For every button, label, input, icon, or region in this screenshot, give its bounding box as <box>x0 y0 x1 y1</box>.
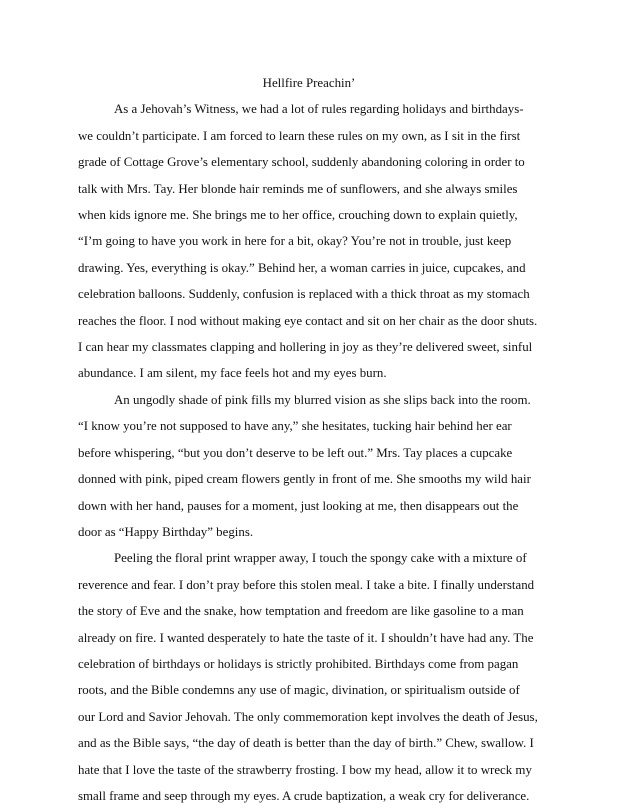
paragraph-3: Peeling the floral print wrapper away, I touch the spongy cake with a mixture of reverence and fear. I don’t pray before this stolen meal. I take a bite. I finally understand the story of Eve and the snake, how temptation and freedom are like gasoline to a man already on fire. I wanted desperately to hate the taste of it. I shouldn’t have had any. The celebration of birthdays or holidays is strictly prohibited. Birthdays come from pagan roots, and the Bible condemns any use of magic, divination, or spiritualism outside of our Lord and Savior Jehovah. The only commemoration kept involves the death of Jesus, and as the Bible says, “the day of death is better than the day of birth.” Chew, swallow. I hate that I love the taste of the strawberry frosting. I bow my head, allow it to wreck my small frame and seep through my eyes. A crude baptization, a weak cry for deliverance. <box>78 551 538 803</box>
document-title: Hellfire Preachin’ <box>262 76 356 90</box>
document-body <box>78 70 540 809</box>
paragraph-1: As a Jehovah’s Witness, we had a lot of rules regarding holidays and birthdays- we couldn’t participate. I am forced to learn these rules on my own, as I sit in the first grade of Cottage Grove’s elementary school, suddenly abandoning coloring in order to talk with Mrs. Tay. Her blonde hair reminds me of sunflowers, and she always smiles when kids ignore me. She brings me to her office, crouching down to explain quietly, “I’m going to have you work in here for a bit, okay? You’re not in trouble, just keep drawing. Yes, everything is okay.” Behind her, a woman carries in juice, cupcakes, and celebration balloons. Suddenly, confusion is replaced with a thick throat as my stomach reaches the floor. I nod without making eye contact and sit on her chair as the door shuts. I can hear my classmates clapping and hollering in joy as they’re delivered sweet, sinful abundance. I am silent, my face feels hot and my eyes burn. <box>78 102 538 381</box>
paragraph-2: An ungodly shade of pink fills my blurred vision as she slips back into the room. “I know you’re not supposed to have any,” she hesitates, tucking hair behind her ear before whispering, “but you don’t deserve to be left out.” Mrs. Tay places a cupcake donned with pink, piped cream flowers gently in front of me. She smooths my wild hair down with her hand, pauses for a moment, just looking at me, then disappears out the door as “Happy Birthday” begins. <box>78 392 531 539</box>
